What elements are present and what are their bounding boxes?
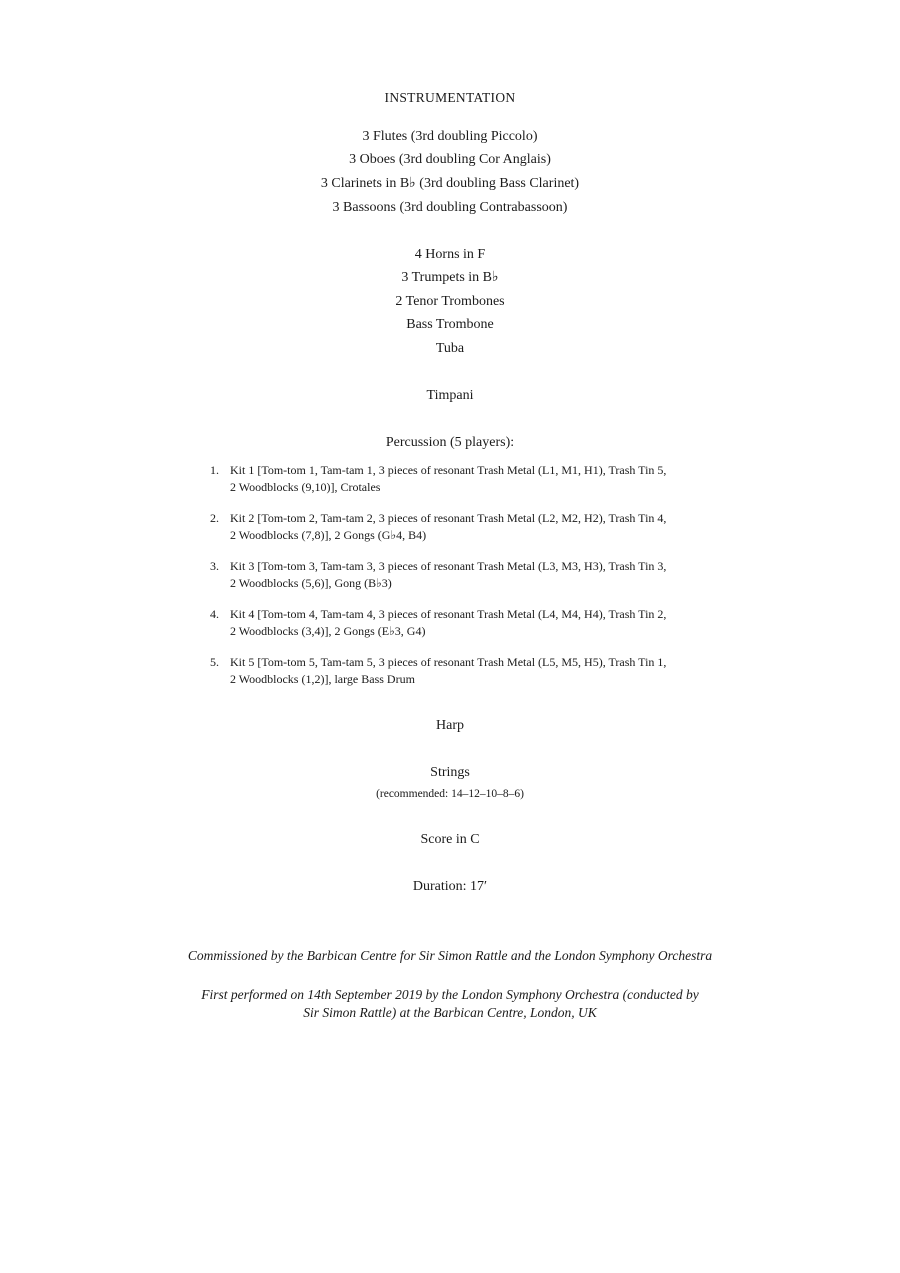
- percussion-item-number: 4.: [210, 607, 219, 621]
- percussion-item: [210, 558, 690, 591]
- premiere-line: Sir Simon Rattle) at the Barbican Centre, London, UK: [303, 1005, 597, 1020]
- percussion-item-line: Kit 1 [Tom-tom 1, Tam-tam 1, 3 pieces of resonant Trash Metal (L1, M1, H1), Trash Tin 5,: [230, 463, 667, 477]
- page-title: INSTRUMENTATION: [384, 90, 516, 105]
- brass-line: Bass Trombone: [406, 317, 494, 332]
- percussion-item-line: Kit 4 [Tom-tom 4, Tam-tam 4, 3 pieces of resonant Trash Metal (L4, M4, H4), Trash Tin 2,: [230, 607, 667, 621]
- percussion-heading: Percussion (5 players):: [385, 435, 515, 450]
- percussion-item-number: 3.: [210, 559, 219, 573]
- percussion-item-number: 1.: [210, 463, 219, 477]
- brass-line: 4 Horns in F: [414, 247, 486, 262]
- percussion-item: [210, 462, 690, 495]
- strings-label: Strings: [430, 765, 470, 780]
- woodwind-line: 3 Bassoons (3rd doubling Contrabassoon): [332, 200, 568, 215]
- percussion-item-line: 2 Woodblocks (3,4)], 2 Gongs (E♭3, G4): [230, 623, 426, 638]
- duration-line: Duration: 17′: [412, 879, 488, 894]
- percussion-item-line: 2 Woodblocks (1,2)], large Bass Drum: [230, 671, 415, 686]
- premiere-credit: [200, 986, 700, 1022]
- percussion-item-line: Kit 3 [Tom-tom 3, Tam-tam 3, 3 pieces of resonant Trash Metal (L3, M3, H3), Trash Tin 3,: [230, 559, 667, 573]
- brass-line: Tuba: [435, 341, 465, 356]
- percussion-item-number: 2.: [210, 511, 219, 525]
- percussion-item: [210, 606, 690, 639]
- commission-credit: Commissioned by the Barbican Centre for Sir Simon Rattle and the London Symphony Orchestra: [187, 948, 713, 963]
- percussion-item: [210, 654, 690, 687]
- woodwind-line: 3 Flutes (3rd doubling Piccolo): [362, 129, 538, 144]
- percussion-item: [210, 510, 690, 543]
- percussion-item-line: 2 Woodblocks (7,8)], 2 Gongs (G♭4, B4): [230, 527, 427, 542]
- percussion-item-line: 2 Woodblocks (9,10)], Crotales: [230, 479, 381, 494]
- percussion-item-number: 5.: [210, 655, 219, 669]
- percussion-list: [210, 462, 690, 702]
- premiere-line: First performed on 14th September 2019 by the London Symphony Orchestra (conducted by: [201, 987, 699, 1002]
- brass-line: 3 Trumpets in B♭: [401, 270, 499, 285]
- percussion-item-line: Kit 5 [Tom-tom 5, Tam-tam 5, 3 pieces of resonant Trash Metal (L5, M5, H5), Trash Tin 1,: [230, 655, 667, 669]
- harp-line: Harp: [436, 718, 464, 733]
- timpani-line: Timpani: [426, 388, 474, 403]
- score-line: Score in C: [420, 832, 480, 847]
- percussion-item-line: Kit 2 [Tom-tom 2, Tam-tam 2, 3 pieces of resonant Trash Metal (L2, M2, H2), Trash Tin 4,: [230, 511, 667, 525]
- woodwind-line: 3 Clarinets in B♭ (3rd doubling Bass Clarinet): [320, 176, 580, 191]
- brass-line: 2 Tenor Trombones: [395, 294, 505, 309]
- percussion-item-line: 2 Woodblocks (5,6)], Gong (B♭3): [230, 575, 392, 590]
- strings-note: (recommended: 14–12–10–8–6): [376, 788, 524, 800]
- woodwind-line: 3 Oboes (3rd doubling Cor Anglais): [349, 152, 551, 167]
